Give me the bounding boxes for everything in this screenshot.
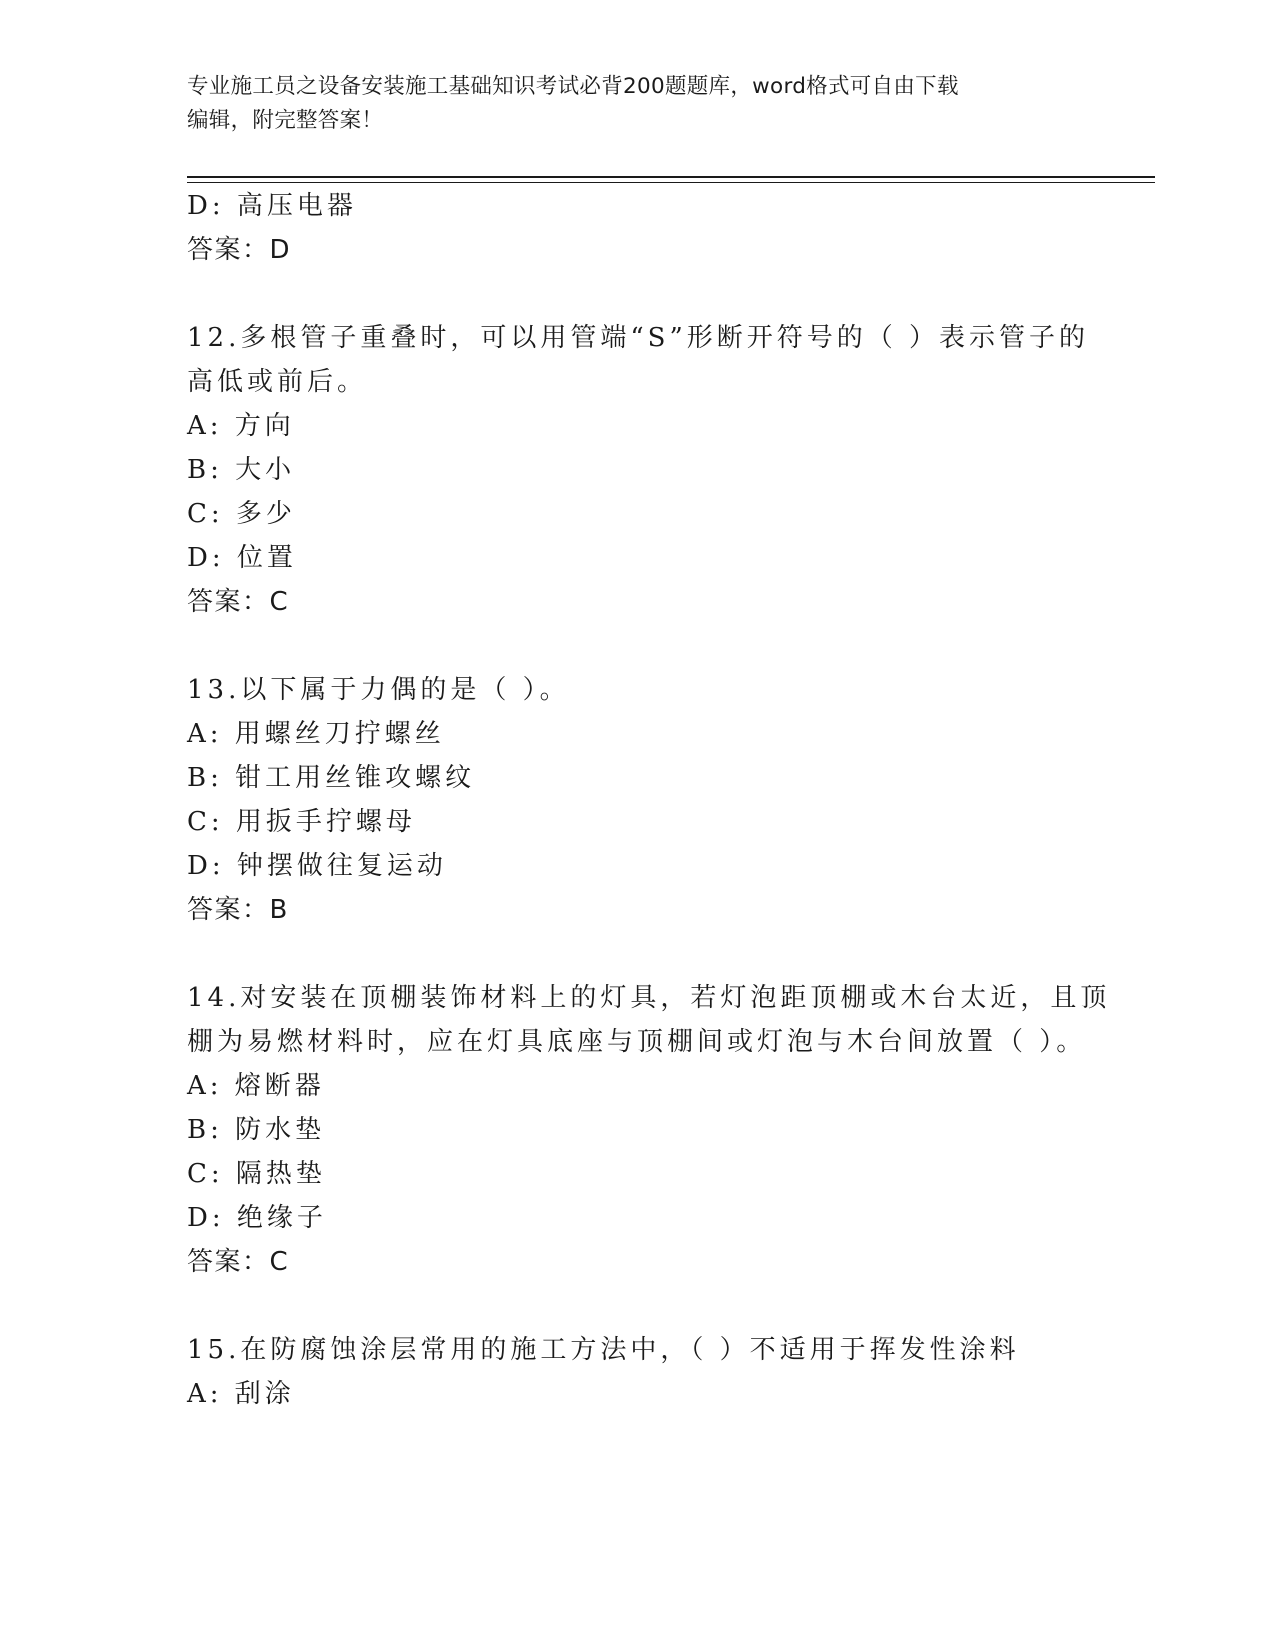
option-d: D: 绝缘子 xyxy=(187,1203,327,1233)
option-c: C: 隔热垫 xyxy=(187,1159,326,1189)
header-title-line-2: 编辑，附完整答案！ xyxy=(187,108,384,133)
option-c: C: 多少 xyxy=(187,499,296,529)
question-stem: 15.在防腐蚀涂层常用的施工方法中，（ ）不适用于挥发性涂料 xyxy=(187,1335,1020,1365)
option-a: A: 熔断器 xyxy=(187,1071,325,1101)
answer: 答案：C xyxy=(187,587,290,617)
answer: 答案：C xyxy=(187,1247,290,1277)
document-header xyxy=(187,70,1087,138)
option-b: B: 大小 xyxy=(187,455,296,485)
option-a: A: 方向 xyxy=(187,411,295,441)
question-stem: 棚为易燃材料时，应在灯具底座与顶棚间或灯泡与木台间放置（ ）。 xyxy=(187,1027,1087,1057)
header-title-line-1: 专业施工员之设备安装施工基础知识考试必背200题题库，word格式可自由下载 xyxy=(187,74,959,99)
option-a: A: 刮涂 xyxy=(187,1379,295,1409)
option-b: B: 钳工用丝锥攻螺纹 xyxy=(187,763,476,793)
option-a: A: 用螺丝刀拧螺丝 xyxy=(187,719,445,749)
option-d: D: 钟摆做往复运动 xyxy=(187,851,447,881)
question-stem: 14.对安装在顶棚装饰材料上的灯具，若灯泡距顶棚或木台太近，且顶 xyxy=(187,983,1111,1013)
header-divider-thick xyxy=(187,176,1155,178)
option-d: D: 位置 xyxy=(187,543,297,573)
question-stem: 13.以下属于力偶的是（ ）。 xyxy=(187,675,570,705)
answer: 答案：B xyxy=(187,895,289,925)
header-divider-thin xyxy=(187,182,1155,183)
option-b: B: 防水垫 xyxy=(187,1115,326,1145)
option-d: D: 高压电器 xyxy=(187,191,357,221)
option-c: C: 用扳手拧螺母 xyxy=(187,807,416,837)
question-stem: 12.多根管子重叠时，可以用管端“S”形断开符号的（ ）表示管子的 xyxy=(187,323,1090,353)
question-stem: 高低或前后。 xyxy=(187,367,368,397)
answer: 答案：D xyxy=(187,235,292,265)
